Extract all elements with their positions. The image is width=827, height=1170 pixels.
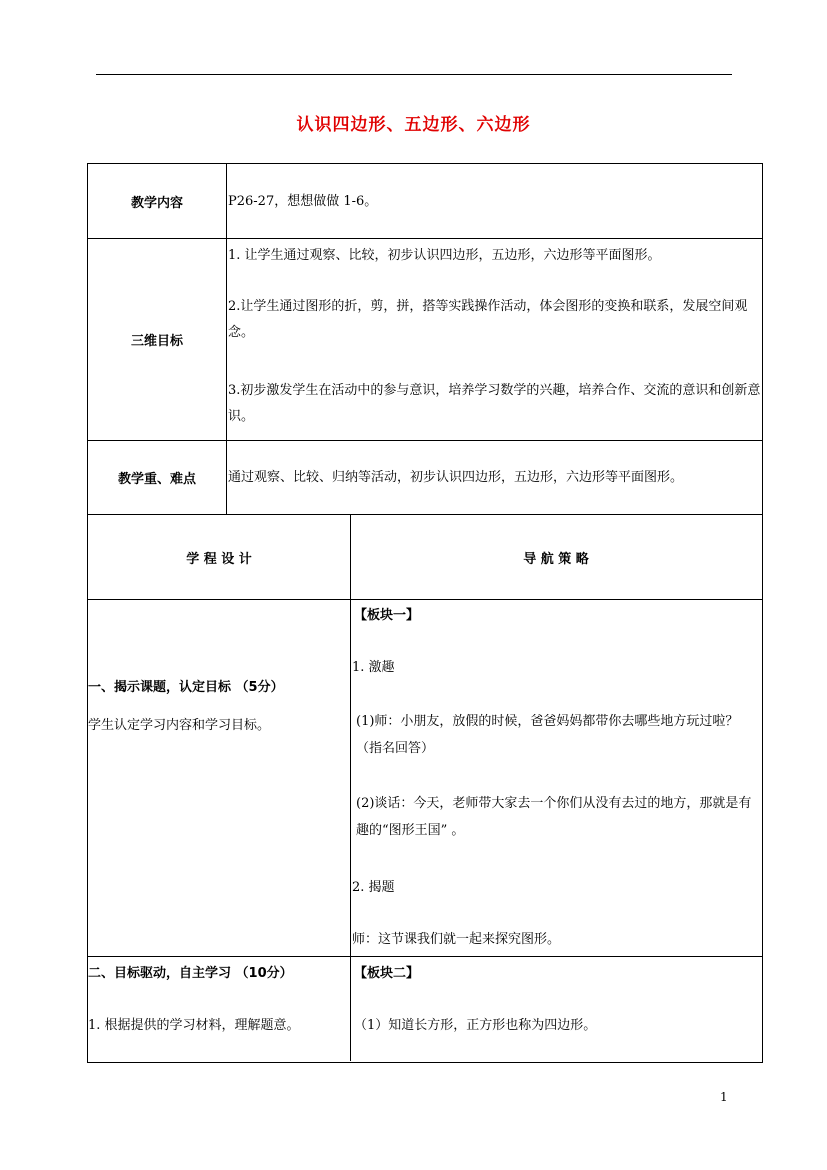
- goal-item: 3.初步激发学生在活动中的参与意识，培养学习数学的兴趣，培养合作、交流的意识和创新意识。: [228, 383, 761, 424]
- header-rule: [96, 74, 732, 75]
- section1-title: 一、揭示课题，认定目标 （5分）: [88, 680, 284, 695]
- section2-title: 二、目标驱动，自主学习 （10分）: [88, 966, 293, 981]
- key-label: 教学重、难点: [117, 472, 196, 487]
- section2-block-label: 【板块二】: [354, 966, 420, 981]
- section1-item: (2)谈话：今天，老师带大家去一个你们从没有去过的地方，那就是有趣的“图形王国” 。: [356, 796, 752, 838]
- section1-item: 2. 揭题: [352, 880, 395, 895]
- document-title: 认识四边形、五边形、六边形: [296, 115, 531, 135]
- section1-text: 学生认定学习内容和学习目标。: [88, 718, 271, 733]
- key-text: 通过观察、比较、归纳等活动，初步认识四边形，五边形，六边形等平面图形。: [228, 470, 684, 485]
- section1-item: 1. 激趣: [352, 660, 395, 675]
- section1-item: 师：这节课我们就一起来探究图形。: [352, 932, 561, 947]
- left-column-header: 学 程 设 计: [186, 552, 252, 567]
- goals-label: 三维目标: [130, 334, 183, 349]
- info-table: [87, 163, 763, 515]
- content-label: 教学内容: [130, 196, 183, 211]
- section2-text-right: （1）知道长方形，正方形也称为四边形。: [354, 1018, 597, 1033]
- page-number: 1: [720, 1090, 728, 1104]
- right-column-header: 导 航 策 略: [523, 552, 589, 567]
- goal-item: 1. 让学生通过观察、比较，初步认识四边形，五边形，六边形等平面图形。: [228, 248, 661, 263]
- section2-text: 1. 根据提供的学习材料，理解题意。: [88, 1018, 300, 1033]
- section1-item: (1)师：小朋友，放假的时候，爸爸妈妈都带你去哪些地方玩过啦？（指名回答）: [356, 714, 739, 756]
- goal-item: 2.让学生通过图形的折，剪，拼，搭等实践操作活动，体会图形的变换和联系，发展空间观念。: [228, 299, 748, 340]
- content-text: P26-27，想想做做 1-6。: [228, 194, 378, 209]
- process-table: [87, 514, 763, 1063]
- section1-block-label: 【板块一】: [354, 608, 420, 623]
